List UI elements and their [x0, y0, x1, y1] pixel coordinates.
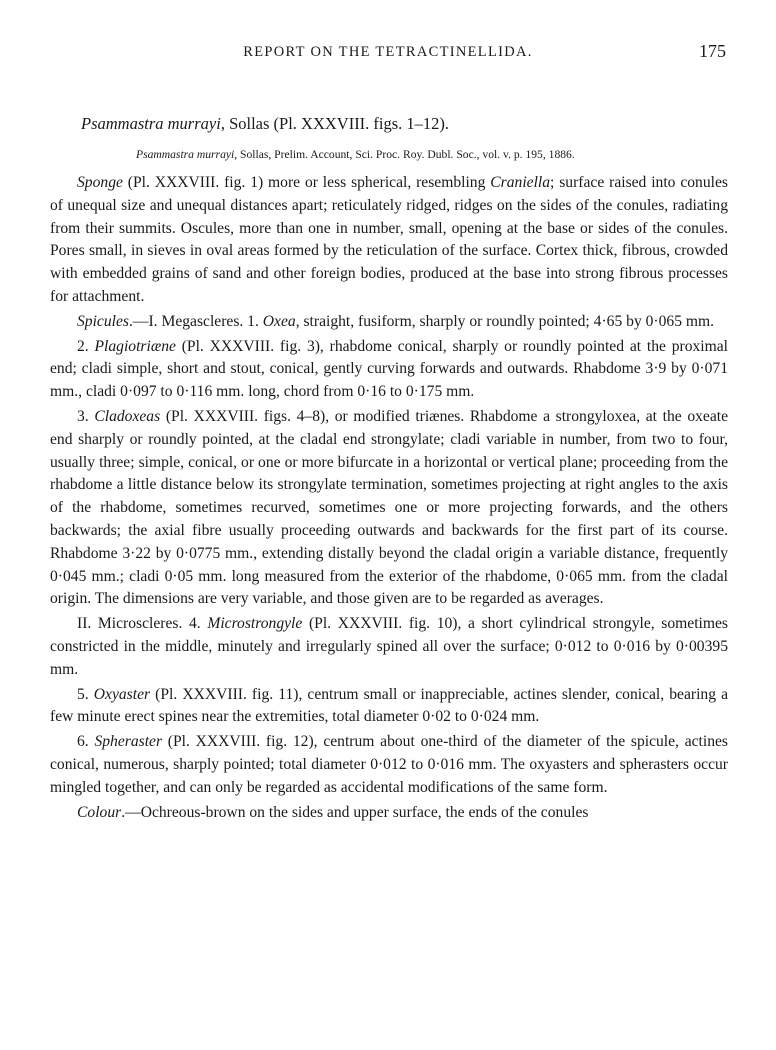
plagiotriaene-paragraph — [50, 336, 728, 404]
page-body — [50, 112, 728, 824]
synonymy-reference — [50, 146, 728, 163]
cladoxeas-paragraph — [50, 406, 728, 611]
colour-label: Colour — [77, 803, 122, 821]
sponge-paragraph — [50, 172, 728, 309]
microstrongyle-term: Microstrongyle — [207, 615, 303, 633]
spheraster-text: (Pl. XXXVIII. fig. 12), centrum about one-third of the diameter of the spicule, actines conical, numerous, sharply pointed; total diameter 0·012 to 0·016 mm. The oxyasters and spherasters occur mingled together, and can only be regarded as accidental modifications of the same form. — [50, 733, 728, 796]
colour-text: .—Ochreous-brown on the sides and upper surface, the ends of the conules — [121, 803, 589, 821]
synonymy-citation: , Sollas, Prelim. Account, Sci. Proc. Roy. Dubl. Soc., vol. v. p. 195, 1886. — [234, 148, 575, 161]
microstrongyle-paragraph — [50, 613, 728, 681]
running-title: REPORT ON THE TETRACTINELLIDA. — [243, 44, 533, 60]
cladoxeas-term: Cladoxeas — [94, 407, 161, 425]
item-number-2: 2. — [77, 337, 95, 355]
page-header — [0, 41, 776, 68]
colour-paragraph — [50, 802, 728, 825]
synonymy-name: Psammastra murrayi — [136, 148, 235, 161]
plagiotriaene-text: (Pl. XXXVIII. fig. 3), rhabdome conical, sharply or roundly pointed at the proximal end; cladi simple, short and stout, conical, gently curving forwards and outwards. Rhabdome 3·9 by 0·071 mm., cladi 0·097 to 0·116 mm. long, chord from 0·16 to 0·175 mm. — [50, 337, 729, 401]
craniella-term: Craniella — [490, 174, 551, 191]
species-name: Psammastra murrayi — [81, 114, 221, 133]
oxyaster-paragraph — [50, 684, 728, 730]
species-heading — [50, 112, 728, 136]
oxea-term: Oxea — [262, 312, 296, 330]
item-number-3: 3. — [77, 407, 95, 425]
spheraster-term: Spheraster — [94, 733, 163, 751]
page-number: 175 — [699, 41, 726, 61]
oxyaster-text: (Pl. XXXVIII. fig. 11), centrum small or inappreciable, actines slender, conical, bearing a few minute erect spines near the extremities, total diameter 0·02 to 0·024 mm. — [50, 685, 728, 726]
megascleres-intro: .—I. Megascleres. 1. — [128, 312, 263, 330]
sponge-label: Sponge — [77, 174, 123, 191]
oxea-text: , straight, fusiform, sharply or roundly pointed; 4·65 by 0·065 mm. — [295, 312, 715, 330]
oxyaster-term: Oxyaster — [93, 685, 151, 703]
species-authority: , Sollas (Pl. XXXVIII. figs. 1–12). — [220, 114, 450, 133]
cladoxeas-text: (Pl. XXXVIII. figs. 4–8), or modified triænes. Rhabdome a strongyloxea, at the oxeate end sharply or roundly pointed, at the cladal end strongylate; cladi variable in number, from two to four, usually three; simple, conical, or one or more bifurcate in a horizontal or vertical plane; proceeding from the rhabdome a little distance below its strongylate termination, sometimes projecting at right angles to the axis of the rhabdome, sometimes recurved, sometimes one or more projecting forwards, and the others backwards; the axial fibre usually proceeding outwards and backwards for the first part of its course. Rhabdome 3·22 by 0·0775 mm., extending distally beyond the cladal origin a variable distance, frequently 0·045 mm.; cladi 0·05 mm. long measured from the exterior of the rhabdome, 0·065 mm. from the cladal origin. The dimensions are very variable, and those given are to be regarded as averages. — [50, 407, 729, 608]
sponge-text-2: ; surface raised into conules of unequal size and unequal distances apart; reticulately ridged, ridges on the sides of the conules, radiating from their summits. Oscules, more than one in number, small, opening at the base or sides of the conules. Pores small, in sieves in oval areas formed by the reticulation of the surface. Cortex thick, fibrous, crowded with embedded grains of sand and other foreign bodies, produced at the base into strong fibrous processes for attachment. — [50, 174, 728, 305]
item-number-6: 6. — [77, 733, 95, 751]
item-number-5: 5. — [77, 685, 94, 703]
spicules-label: Spicules — [77, 312, 129, 330]
spicules-paragraph — [50, 311, 728, 334]
microscleres-intro: II. Microscleres. 4. — [77, 615, 208, 633]
spheraster-paragraph — [50, 731, 728, 799]
microstrongyle-text: (Pl. XXXVIII. fig. 10), a short cylindrical strongyle, sometimes constricted in the middle, minutely and irregularly spined all over the surface; 0·012 to 0·016 by 0·00395 mm. — [50, 615, 729, 678]
sponge-text-1: (Pl. XXXVIII. fig. 1) more or less spherical, resembling — [122, 174, 491, 191]
plagiotriaene-term: Plagiotriæne — [94, 337, 176, 355]
